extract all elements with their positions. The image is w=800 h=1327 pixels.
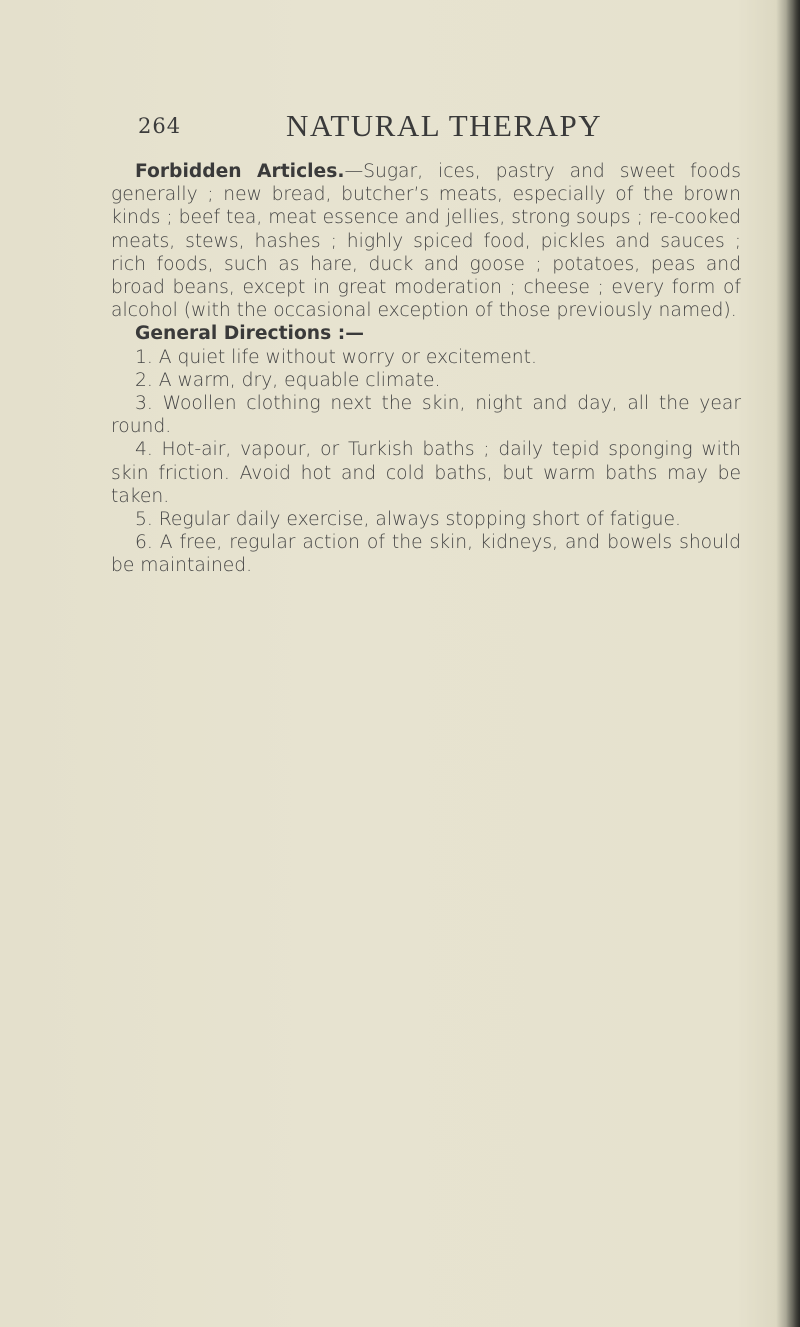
forbidden-articles-text: —Sugar, ices, pastry and sweet foods generally ; new bread, butcher’s meats, especially of the brown kinds ; beef tea, meat essence and jellies, strong soups ; re-cooked meats, stews, hashes ; highly spiced food, pickles and sauces ; rich foods, such as hare, duck and goose ; potatoes, peas and broad beans, except in great moderation ; cheese ; every form of alcohol (with the occasional exception of those previously named). [111, 161, 741, 322]
page-edge-shadow [786, 0, 800, 1327]
forbidden-articles-paragraph [111, 160, 741, 322]
direction-item: 5. Regular daily exercise, always stopping short of fatigue. [135, 509, 681, 531]
direction-item: 2. A warm, dry, equable climate. [135, 369, 441, 391]
general-directions-heading: General Directions :— [135, 323, 364, 345]
body-text [111, 160, 741, 578]
running-title: NATURAL THERAPY [286, 108, 603, 143]
page-number: 264 [138, 114, 182, 138]
forbidden-articles-heading: Forbidden Articles. [135, 161, 345, 182]
direction-item: 6. A free, regular action of the skin, kidneys, and bowels should be maintained. [111, 532, 741, 577]
running-head [138, 108, 738, 148]
direction-item: 1. A quiet life without worry or excitement. [135, 346, 537, 368]
direction-item: 3. Woollen clothing next the skin, night and day, all the year round. [111, 393, 741, 438]
direction-item: 4. Hot-air, vapour, or Turkish baths ; daily tepid sponging with skin friction. Avoid hot and cold baths, but warm baths may be taken. [111, 439, 741, 507]
